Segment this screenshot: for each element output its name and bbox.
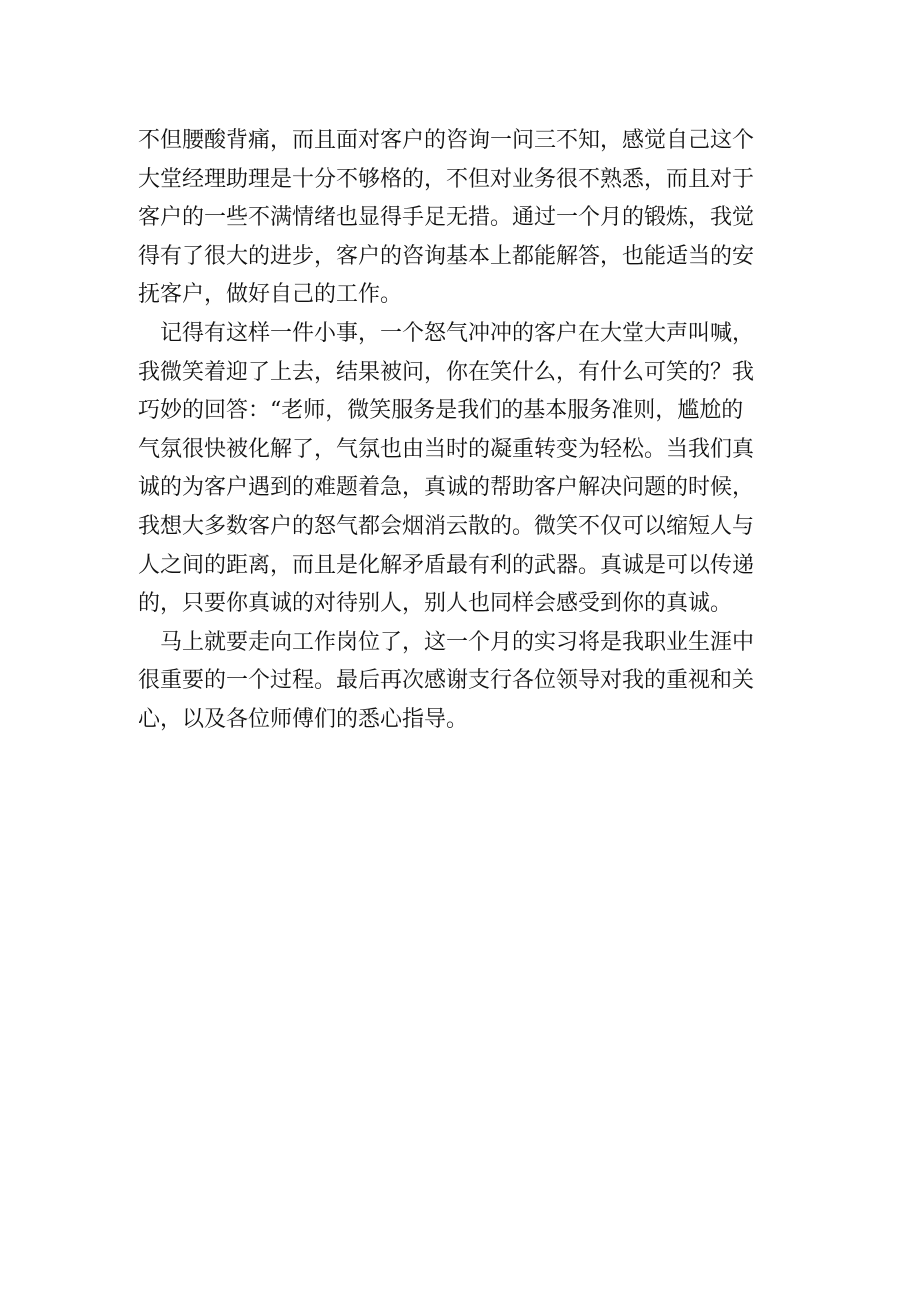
text-line: 我想大多数客户的怒气都会烟消云散的。微笑不仅可以缩短人与 bbox=[138, 513, 755, 539]
text-line: 大堂经理助理是十分不够格的，不但对业务很不熟悉，而且对于 bbox=[138, 166, 755, 192]
text-line: 抚客户，做好自己的工作。 bbox=[138, 282, 403, 308]
paragraph-1 bbox=[138, 122, 755, 315]
paragraph-3 bbox=[138, 624, 755, 740]
text-line: 的，只要你真诚的对待别人，别人也同样会感受到你的真诚。 bbox=[138, 591, 733, 617]
text-line: 气氛很快被化解了，气氛也由当时的凝重转变为轻松。当我们真 bbox=[138, 436, 755, 462]
text-line: 客户的一些不满情绪也显得手足无措。通过一个月的锻炼，我觉 bbox=[138, 205, 755, 231]
text-line: 很重要的一个过程。最后再次感谢支行各位领导对我的重视和关 bbox=[138, 668, 755, 694]
text-line: 马上就要走向工作岗位了，这一个月的实习将是我职业生涯中 bbox=[160, 629, 755, 655]
text-line: 人之间的距离，而且是化解矛盾最有利的武器。真诚是可以传递 bbox=[138, 552, 755, 578]
text-line: 不但腰酸背痛，而且面对客户的咨询一问三不知，感觉自己这个 bbox=[138, 128, 755, 153]
text-line: 心，以及各位师傅们的悉心指导。 bbox=[138, 706, 469, 732]
text-line: 诚的为客户遇到的难题着急，真诚的帮助客户解决问题的时候， bbox=[138, 475, 755, 501]
paragraph-2 bbox=[138, 315, 755, 624]
text-line: 记得有这样一件小事，一个怒气冲冲的客户在大堂大声叫喊， bbox=[160, 320, 755, 346]
text-line: 我微笑着迎了上去，结果被问，你在笑什么，有什么可笑的？我 bbox=[138, 359, 755, 385]
document-body bbox=[138, 122, 755, 740]
text-line: 巧妙的回答：“老师，微笑服务是我们的基本服务准则，尴尬的 bbox=[138, 398, 744, 424]
text-line: 得有了很大的进步，客户的咨询基本上都能解答，也能适当的安 bbox=[138, 243, 755, 269]
